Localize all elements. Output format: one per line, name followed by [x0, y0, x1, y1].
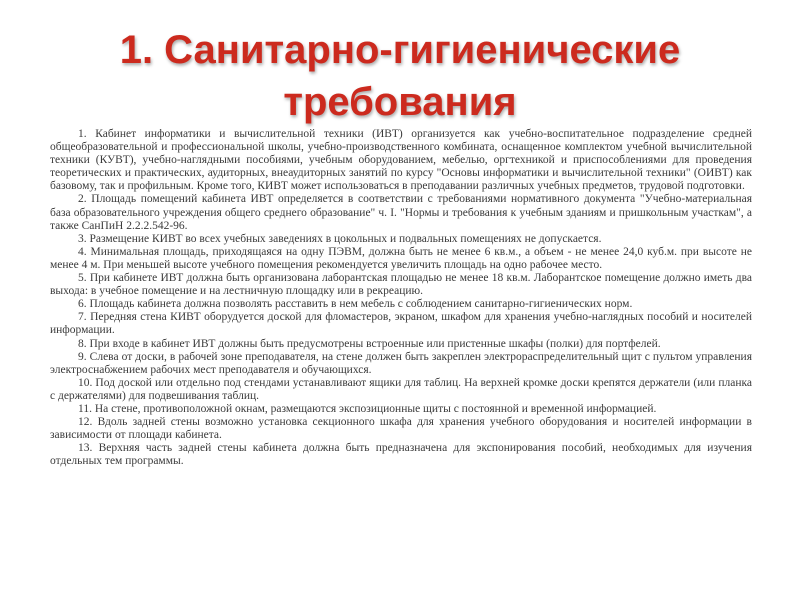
paragraph-9: 9. Слева от доски, в рабочей зоне преподавателя, на стене должен быть закреплен электрораспределительный щит с пультом управления электроснабжением рабочих мест преподавателя и обучающихся.	[50, 350, 752, 376]
paragraph-12: 12. Вдоль задней стены возможно установка секционного шкафа для хранения учебного оборудования и носителей информации в зависимости от площади кабинета.	[50, 416, 752, 442]
title-line-2: требования	[283, 80, 517, 124]
paragraph-8: 8. При входе в кабинет ИВТ должны быть предусмотрены встроенные или пристенные шкафы (полки) для портфелей.	[78, 337, 661, 350]
paragraph-2: 2. Площадь помещений кабинета ИВТ определяется в соответствии с требованиями нормативного документа "Учебно-материальная база образовательного учреждения общего среднего образование" ч. I. "Нормы и требования к учебным зданиям и пришкольным участкам", а также СанПиН 2.2.2.542-96.	[50, 193, 752, 232]
paragraph-6: 6. Площадь кабинета должна позволять расставить в нем мебель с соблюдением санитарно-гигиенических норм.	[78, 298, 633, 311]
requirements-text	[50, 128, 752, 468]
paragraph-3: 3. Размещение КИВТ во всех учебных заведениях в цокольных и подвальных помещениях не допускается.	[78, 232, 602, 245]
paragraph-11: 11. На стене, противоположной окнам, размещаются экспозиционные щиты с постоянной и временной информацией.	[78, 402, 657, 415]
slide-title	[40, 24, 760, 128]
paragraph-1: 1. Кабинет информатики и вычислительной техники (ИВТ) организуется как учебно-воспитательное подразделение средней общеобразовательной и профессиональной школы, учебно-производственного комбината, оснащенное комплектом учебной вычислительной техники (КУВТ), учебно-наглядными пособиями, учебным оборудованием, мебелью, оргтехникой и приспособлениями для проведения теоретических и практических, аудиторных, внеаудиторных занятий по курсу "Основы информатики и вычислительной техники" (ОИВТ) как базовому, так и профильным. Кроме того, КИВТ может использоваться в преподавании различных учебных предметов, трудовой подготовки.	[50, 128, 752, 193]
paragraph-7: 7. Передняя стена КИВТ оборудуется доской для фломастеров, экраном, шкафом для хранения учебно-наглядных пособий и носителей информации.	[50, 311, 752, 337]
paragraph-10: 10. Под доской или отдельно под стендами устанавливают ящики для таблиц. На верхней кромке доски крепятся держатели (или планка с держателями) для подвешивания таблиц.	[50, 376, 752, 402]
paragraph-13: 13. Верхняя часть задней стены кабинета должна быть предназначена для экспонирования пособий, необходимых для изучения отдельных тем программы.	[50, 442, 752, 468]
paragraph-5: 5. При кабинете ИВТ должна быть организована лаборантская площадью не менее 18 кв.м. Лаборантское помещение должно иметь два выхода: в учебное помещение и на лестничную площадку или в рекреацию.	[50, 272, 752, 298]
title-line-1: 1. Санитарно-гигиенические	[119, 28, 681, 72]
paragraph-4: 4. Минимальная площадь, приходящаяся на одну ПЭВМ, должна быть не менее 6 кв.м., а объем - не менее 24,0 куб.м. при высоте не менее 4 м. При меньшей высоте учебного помещения рекомендуется увеличить площадь на одно рабочее место.	[50, 245, 752, 271]
